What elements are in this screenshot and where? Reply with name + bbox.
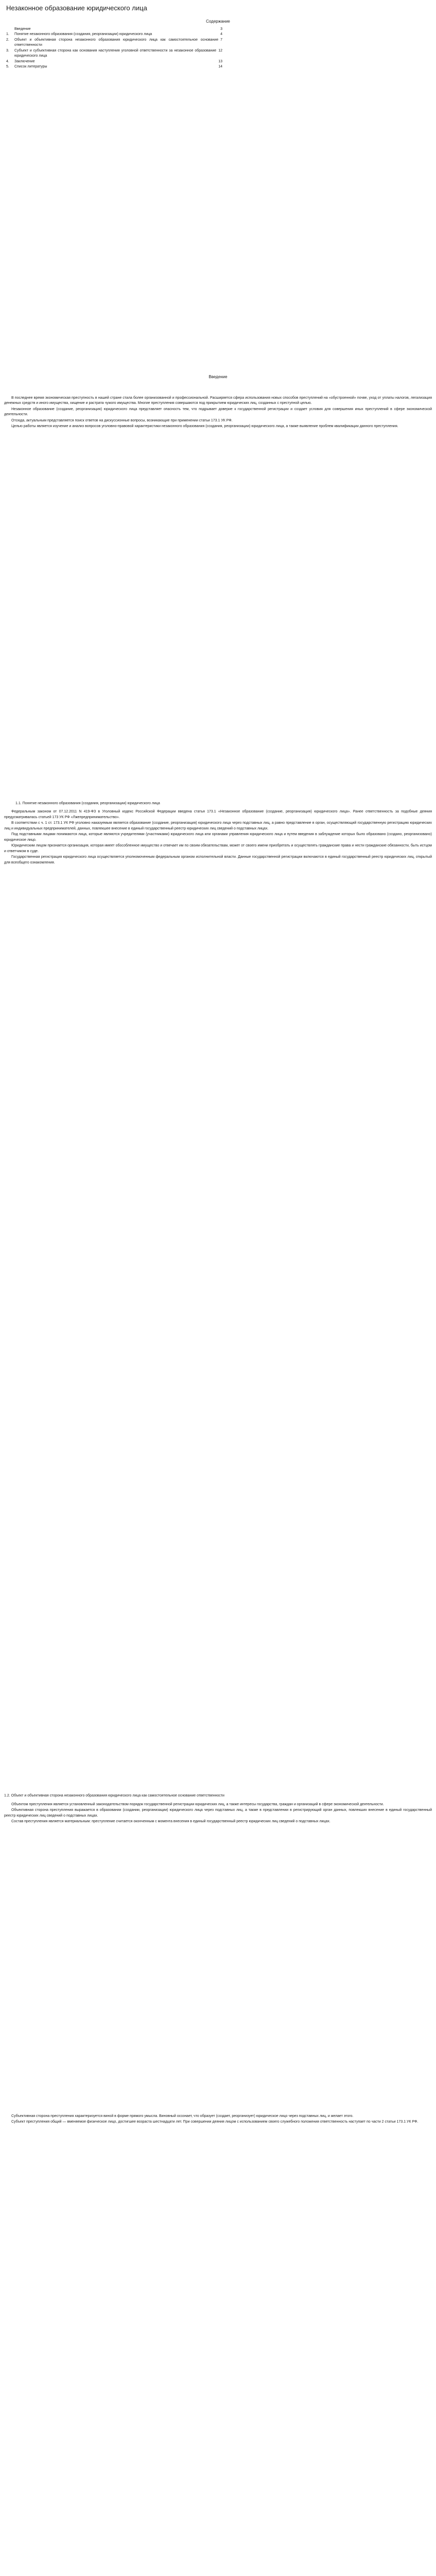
toc-text: Объект и объективная сторона незаконного образования юридического лица как самостоятельное основание ответственности <box>14 38 219 47</box>
toc-text: Субъект и субъективная сторона как основания наступления уголовной ответственности за незаконное образование юридического лица <box>14 48 217 58</box>
toc-num: 4. <box>6 59 9 63</box>
paragraph: Целью работы является изучение и анализ вопросов уголовно-правовой характеристики незаконного образования (создания, реорганизации) юридического лица, а также выявление проблем квалификации данного преступления. <box>11 425 398 428</box>
toc-text: Понятие незаконного образования (создания, реорганизации) юридического лица <box>14 32 152 36</box>
intro-section <box>4 396 432 430</box>
toc-page: 14 <box>218 65 222 69</box>
toc-item[interactable] <box>6 38 222 48</box>
toc-text: Список литературы <box>14 65 47 69</box>
paragraph: Субъект преступления общий — вменяемое физическое лицо, достигшее возраста шестнадцати лет. При совершении деяния лицом с использованием своего служебного положения ответственность наступает по части 2 статьи 173.1 УК РФ. <box>11 2120 418 2124</box>
chapter2-section <box>4 1802 432 1825</box>
paragraph: Незаконное образование (создание, реорганизация) юридического лица представляет опасность тем, что подрывает доверие к государственной регистрации и создает условия для совершения иных преступлений в сфере экономической деятельности. <box>4 407 432 416</box>
paragraph: Под подставными лицами понимаются лица, которые являются учредителями (участниками) юридического лица или органами управления юридического лица и путем введения в заблуждение которых было образовано (создано, реорганизовано) юридическое лицо. <box>4 833 432 842</box>
chapter1-section <box>4 809 432 866</box>
toc-num: 3. <box>6 48 9 53</box>
toc-item[interactable] <box>6 48 222 59</box>
paragraph: Государственная регистрация юридического лица осуществляется уполномоченным федеральным органом исполнительной власти. Данные государственной регистрации включаются в единый государственный реестр юридических лиц, открытый для всеобщего ознакомления. <box>4 855 432 865</box>
intro-heading: Введение <box>208 374 228 379</box>
chapter3-section <box>4 2114 432 2125</box>
toc-page: 3 <box>220 27 222 31</box>
toc-heading: Содержание <box>206 19 230 24</box>
toc-num: 2. <box>6 38 9 42</box>
paragraph: В последнее время экономическая преступность в нашей стране стала более организованной и профессиональной. Расширяется сфера использования новых способов преступлений на «обустроенной» почве, уход от уплаты налогов, легализация денежных средств и иного имущества, хищение и растрата чужого имущества. Многие преступления совершаются под прикрытием юридических лиц, созданных с преступной целью. <box>4 396 432 405</box>
paragraph: Объективная сторона преступления выражается в образовании (создании, реорганизации) юридического лица через подставных лиц, а также в представлении в регистрирующий орган данных, повлекших внесение в единый государственный реестр юридических лиц сведений о подставных лицах. <box>4 1808 432 1818</box>
paragraph: Субъективная сторона преступления характеризуется виной в форме прямого умысла. Виновный осознает, что образует (создает, реорганизует) юридическое лицо через подставных лиц, и желает этого. <box>11 2114 354 2118</box>
paragraph: Состав преступления является материальным: преступление считается оконченным с момента внесения в единый государственный реестр юридических лиц сведений о подставных лицах. <box>11 1820 330 1823</box>
toc-item[interactable] <box>6 64 222 70</box>
toc-page: 7 <box>220 38 222 42</box>
toc-item[interactable] <box>6 59 222 65</box>
toc-page: 12 <box>218 48 222 53</box>
toc-num: 5. <box>6 65 9 69</box>
toc-page: 4 <box>220 32 222 36</box>
toc-num <box>6 27 12 32</box>
toc-num: 1. <box>6 32 9 36</box>
toc-text: Заключение <box>14 59 35 63</box>
paragraph: В соответствии с ч. 1 ст. 173.1 УК РФ уголовно наказуемым является образование (создание, реорганизация) юридического лица через подставных лиц, а равно представление в орган, осуществляющий государственную регистрацию юридических лиц и индивидуальных предпринимателей, данных, повлекшее внесение в единый государственный реестр юридических лиц сведений о подставных лицах. <box>4 821 432 831</box>
chapter1-heading: 1.1. Понятие незаконного образования (создания, реорганизации) юридического лица <box>15 801 160 805</box>
chapter2-heading: 1.2. Объект и объективная сторона незаконного образования юридического лица как самостоятельное основание ответственности <box>4 1794 224 1798</box>
paragraph: Федеральным законом от 07.12.2011 N 419-ФЗ в Уголовный кодекс Российской Федерации введена статья 173.1 «Незаконное образование (создание, реорганизация) юридического лица». Ранее ответственность за подобные деяния предусматривалась статьей 173 УК РФ «Лжепредпринимательство». <box>4 810 432 819</box>
toc-text: Введение <box>14 27 31 31</box>
page-title: Незаконное образование юридического лица <box>6 4 147 12</box>
paragraph: Юридическим лицом признается организация, которая имеет обособленное имущество и отвечает им по своим обязательствам, может от своего имени приобретать и осуществлять гражданские права и нести гражданские обязанности, быть истцом и ответчиком в суде. <box>4 844 432 853</box>
paragraph: Отсюда, актуальным представляется поиск ответов на дискуссионные вопросы, возникающие при применении статьи 173.1 УК РФ. <box>11 418 233 422</box>
toc-item[interactable] <box>6 27 222 32</box>
table-of-contents <box>6 27 222 70</box>
paragraph: Объектом преступления является установленный законодательством порядок государственной регистрации юридических лиц, а также интересы государства, граждан и организаций в сфере экономической деятельности. <box>11 1802 384 1806</box>
toc-page: 13 <box>218 59 222 63</box>
toc-item[interactable] <box>6 32 222 38</box>
